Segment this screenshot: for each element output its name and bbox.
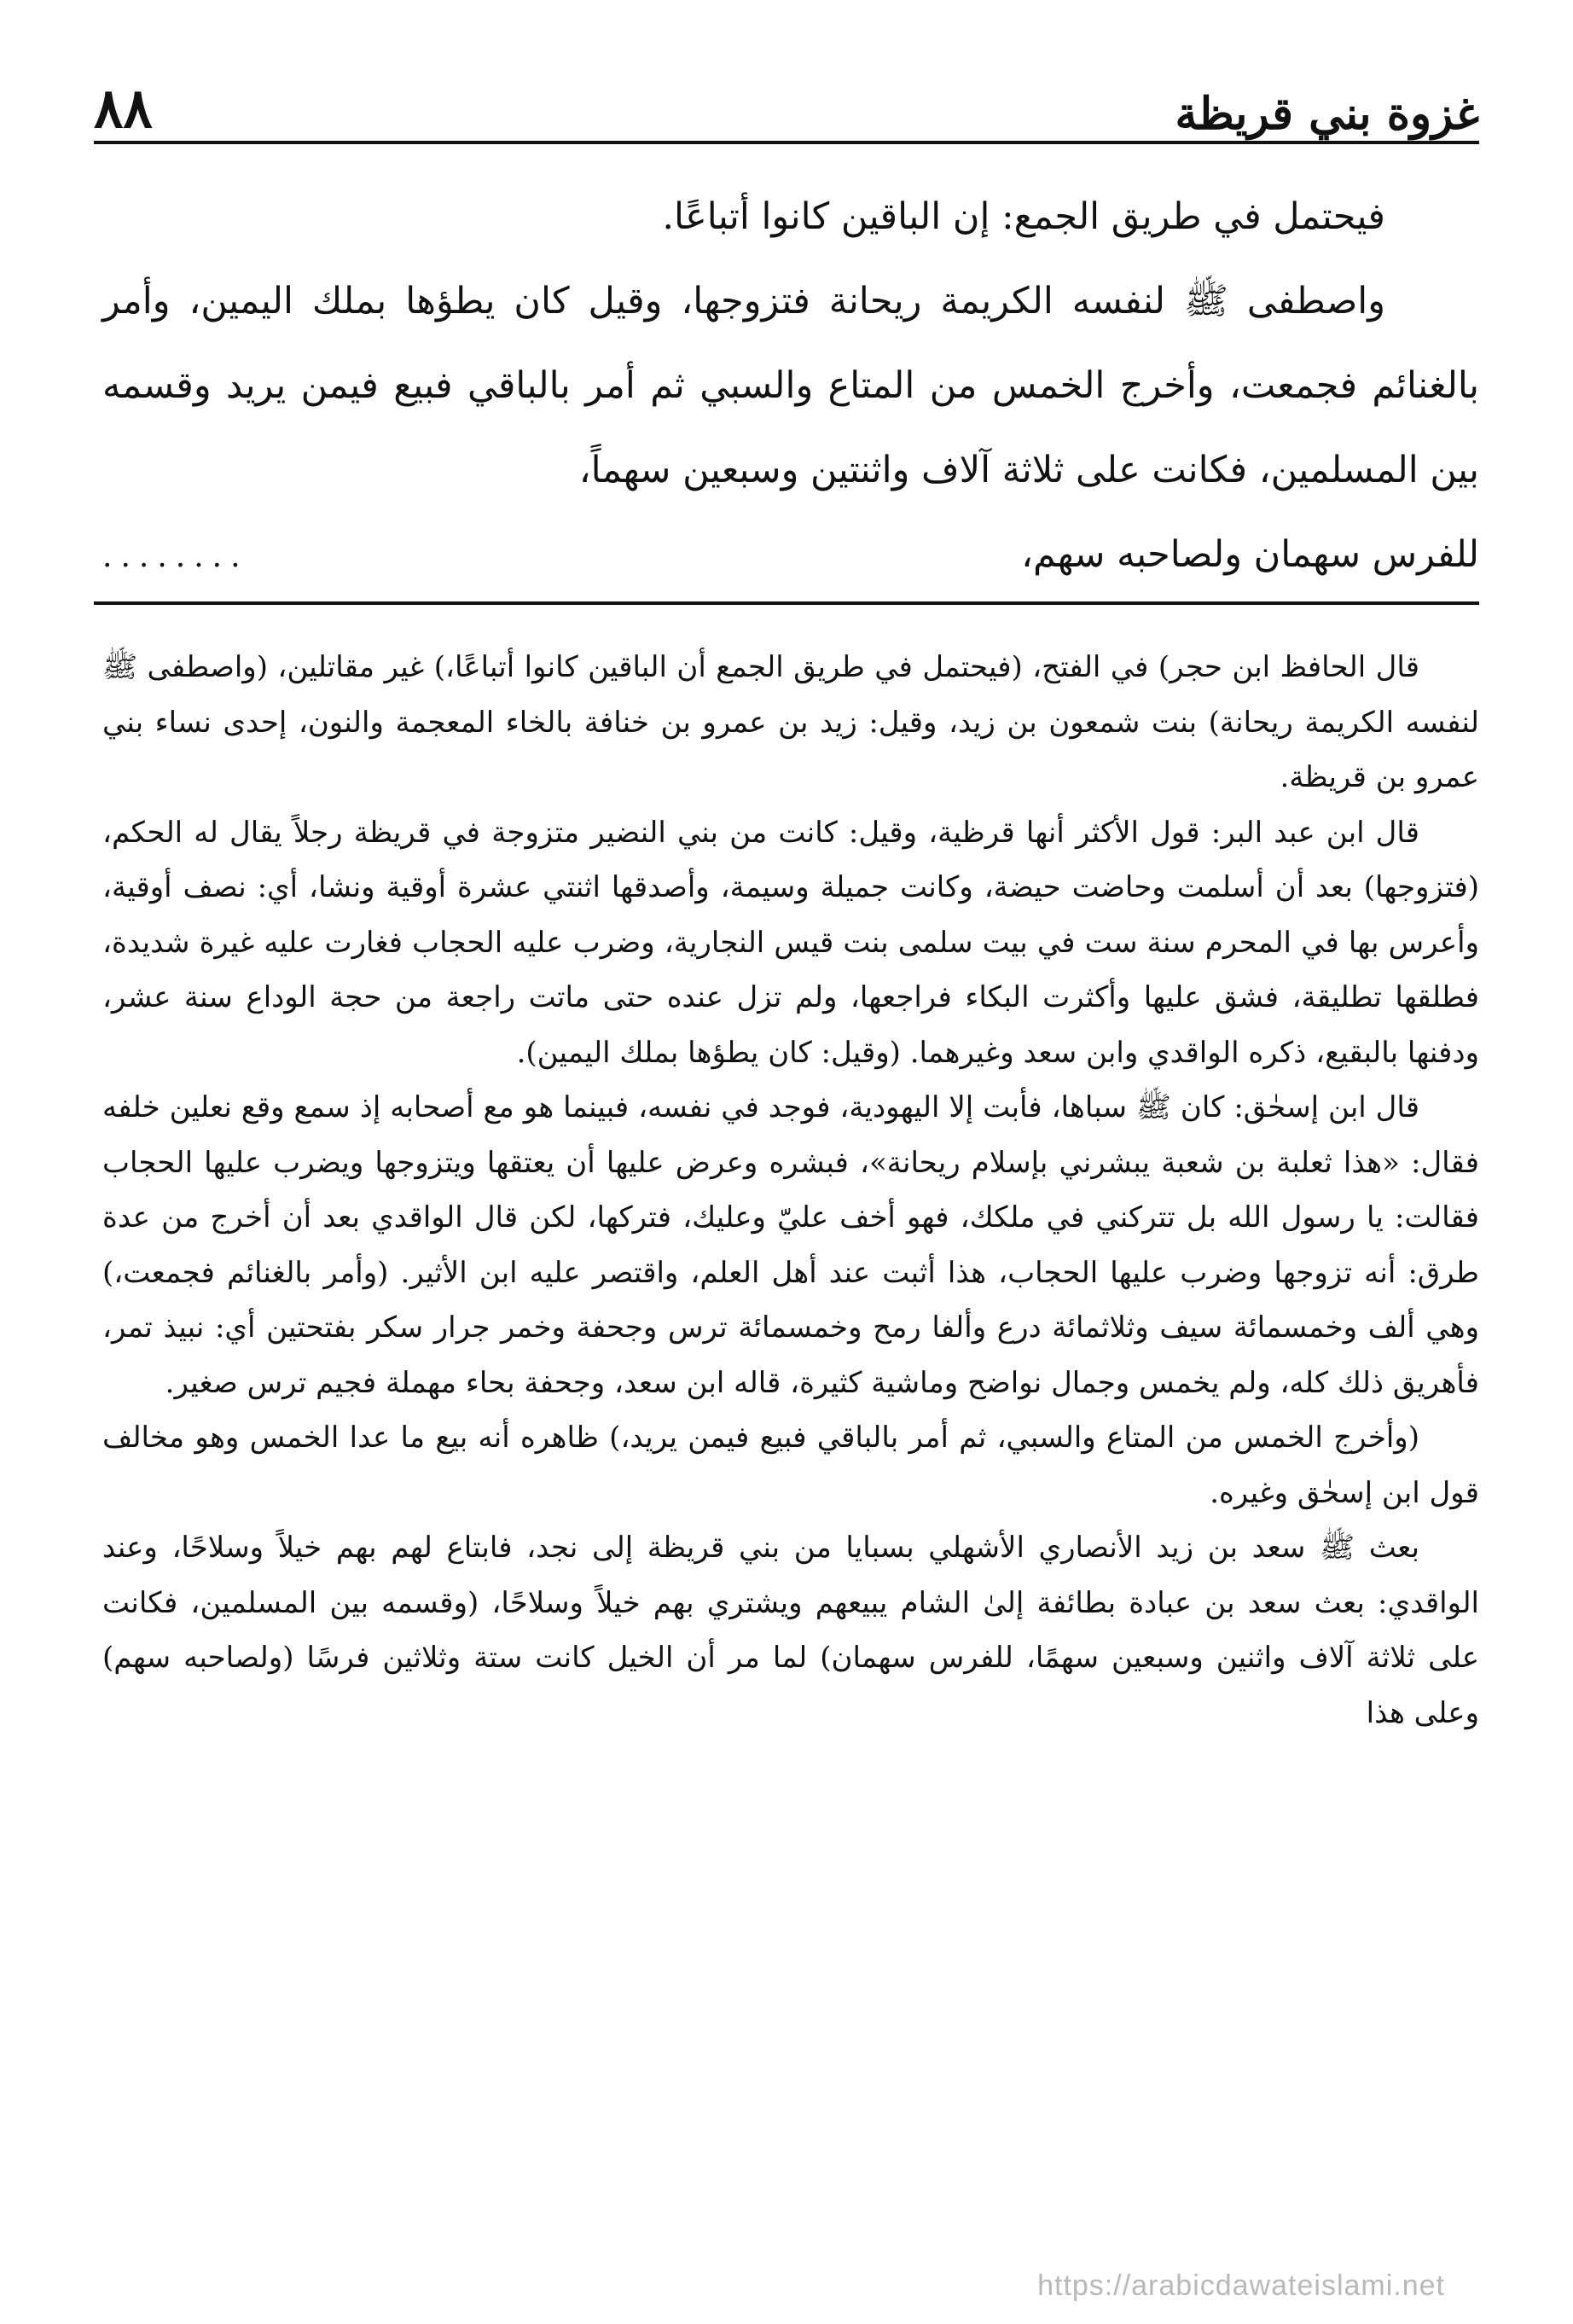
main-text bbox=[102, 175, 1479, 599]
page-number: ٨٨ bbox=[94, 77, 153, 141]
main-last-line-text: للفرس سهمان ولصاحبه سهم، bbox=[1021, 533, 1479, 576]
section-divider bbox=[94, 601, 1479, 605]
commentary-paragraph: (وأخرج الخمس من المتاع والسبي، ثم أمر بالباقي فبيع فيمن يريد،) ظاهره أنه بيع ما عدا الخمس وهو مخالف قول ابن إسحٰق وغيره. bbox=[102, 1421, 1479, 1510]
commentary bbox=[102, 640, 1479, 1740]
commentary-paragraph: قال الحافظ ابن حجر) في الفتح، (فيحتمل في طريق الجمع أن الباقين كانوا أتباعًا،) غير مقاتلين، (واصطفى ﷺ لنفسه الكريمة ريحانة) بنت شمعون بن زيد، وقيل: زيد بن عمرو بن خنافة بالخاء المعجمة والنون، إحدى نساء بني عمرو بن قريظة. bbox=[102, 650, 1479, 794]
ellipsis-dots: ........ bbox=[102, 539, 249, 574]
commentary-paragraph: قال ابن عبد البر: قول الأكثر أنها قرظية، وقيل: كانت من بني النضير متزوجة في قريظة رجلاً يقال له الحكم، (فتزوجها) بعد أن أسلمت وحاضت حيضة، وكانت جميلة وسيمة، وأصدقها اثنتي عشرة أوقية ونشا، أي: نصف أوقية، وأعرس بها في المحرم سنة ست في بيت سلمى بنت قيس النجارية، وضرب عليه الحجاب فغارت عليه غيرة شديدة، فطلقها تطليقة، فشق عليها وأكثرت البكاء فراجعها، ولم تزل عنده حتى ماتت راجعة من حجة الوداع سنة عشر، ودفنها بالبقيع، ذكره الواقدي وابن سعد وغيرهما. (وقيل: كان يطؤها بملك اليمين). bbox=[102, 815, 1479, 1070]
commentary-paragraph: قال ابن إسحٰق: كان ﷺ سباها، فأبت إلا اليهودية، فوجد في نفسه، فبينما هو مع أصحابه إذ سمع وقع نعلين خلفه فقال: «هذا ثعلبة بن شعبة يبشرني بإسلام ريحانة»، فبشره وعرض عليها أن يعتقها ويتزوجها ويضرب عليها الحجاب فقالت: يا رسول الله بل تتركني في ملكك، فهو أخف عليّ وعليك، فتركها، لكن قال الواقدي بعد أن أخرج من عدة طرق: أنه تزوجها وضرب عليها الحجاب، هذا أثبت عند أهل العلم، واقتصر عليه ابن الأثير. (وأمر بالغنائم فجمعت،) وهي ألف وخمسمائة سيف وثلاثمائة درع وألفا رمح وخمسمائة ترس وجحفة وخمر جرار سكر بفتحتين أي: نبيذ تمر، فأهريق ذلك كله، ولم يخمس وجمال نواضح وماشية كثيرة، قاله ابن سعد، وجحفة بحاء مهملة فجيم ترس صغير. bbox=[102, 1090, 1479, 1400]
main-paragraph: فيحتمل في طريق الجمع: إن الباقين كانوا أتباعًا. bbox=[662, 195, 1385, 238]
main-paragraph: واصطفى ﷺ لنفسه الكريمة ريحانة فتزوجها، وقيل كان يطؤها بملك اليمين، وأمر بالغنائم فجمعت، وأخرج الخمس من المتاع والسبي ثم أمر بالباقي فبيع فيمن يريد وقسمه بين المسلمين، فكانت على ثلاثة آلاف واثنتين وسبعين سهماً، bbox=[102, 280, 1479, 491]
page-header bbox=[94, 60, 1479, 141]
watermark-url: https://arabicdawateislami.net bbox=[1037, 2269, 1445, 2302]
running-title: غزوة بني قريظة bbox=[1175, 88, 1479, 140]
main-last-line bbox=[102, 513, 1479, 599]
commentary-paragraph: بعث ﷺ سعد بن زيد الأنصاري الأشهلي بسبايا من بني قريظة إلى نجد، فابتاع لهم بهم خيلاً وسلاحًا، وعند الواقدي: بعث سعد بن عبادة بطائفة إلىٰ الشام يبيعهم ويشتري بهم خيلاً وسلاحًا، (وقسمه بين المسلمين، فكانت على ثلاثة آلاف واثنين وسبعين سهمًا، للفرس سهمان) لما مر أن الخيل كانت ستة وثلاثين فرسًا (ولصاحبه سهم) وعلى هذا bbox=[102, 1531, 1479, 1730]
header-rule bbox=[94, 141, 1479, 144]
